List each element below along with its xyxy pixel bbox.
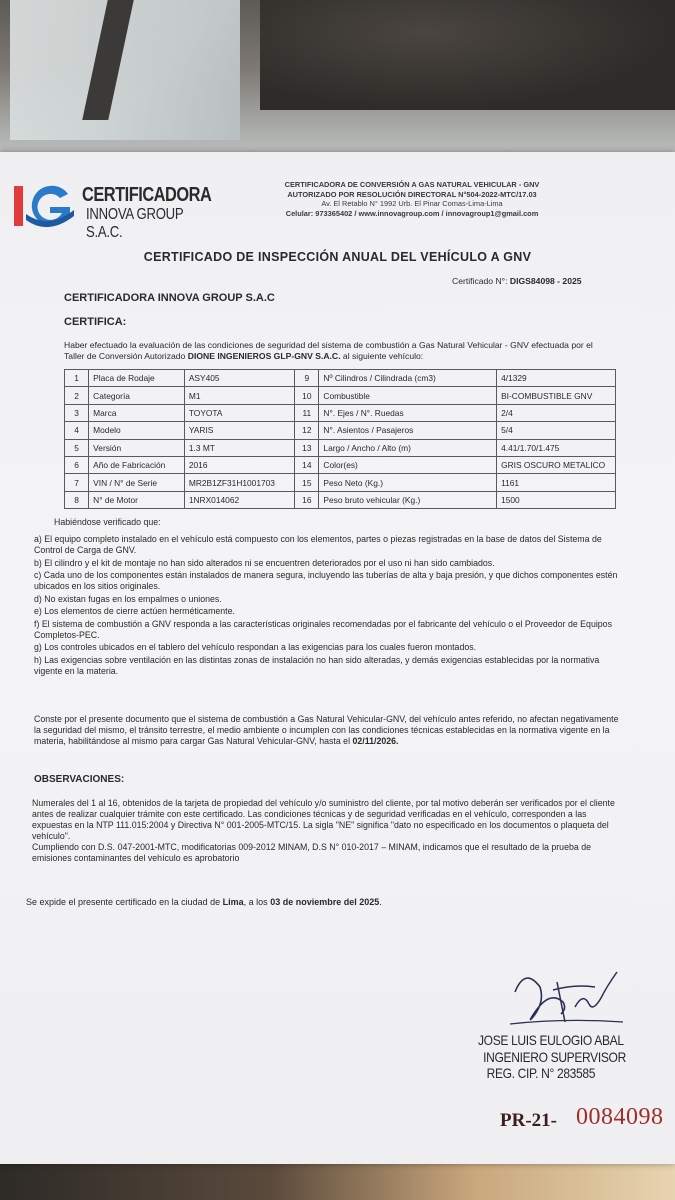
table-row	[65, 456, 616, 473]
signatory-block	[478, 1032, 641, 1082]
background-dark-object	[260, 0, 675, 110]
field-value: 1NRX014062	[184, 491, 294, 508]
field-value: M1	[184, 387, 294, 404]
background-bottom	[0, 1160, 675, 1200]
field-label: Año de Fabricación	[89, 456, 185, 473]
signatory-name: JOSE LUIS EULOGIO ABAL	[478, 1032, 624, 1048]
intro-workshop: DIONE INGENIEROS GLP-GNV S.A.C.	[187, 351, 341, 361]
signatory-registration: REG. CIP. N° 283585	[486, 1065, 596, 1081]
form-number: PR-21-	[500, 1110, 557, 1131]
field-value: 5/4	[497, 422, 616, 439]
row-number: 16	[295, 491, 319, 508]
row-number: 15	[295, 474, 319, 491]
row-number: 1	[65, 370, 89, 387]
intro-paragraph	[64, 340, 604, 362]
logo-subtitle: INNOVA GROUP S.A.C.	[86, 206, 184, 241]
header-info-line2: AUTORIZADO POR RESOLUCIÓN DIRECTORAL N°504-2022-MTC/17.03	[287, 189, 537, 199]
observations-title: OBSERVACIONES:	[34, 774, 125, 785]
verification-item: h) Las exigencias sobre ventilación en las distintas zonas de instalación no han sido alteradas, y demás exigencias establecidas por la normativa vigente en la materia.	[34, 654, 600, 676]
field-value: ASY405	[184, 370, 294, 387]
field-value: GRIS OSCURO METALICO	[497, 456, 616, 473]
verification-heading: Habiéndose verificado que:	[54, 517, 161, 527]
row-number: 13	[295, 439, 319, 456]
vehicle-table	[64, 369, 616, 509]
row-number: 4	[65, 422, 89, 439]
field-label: Marca	[89, 404, 185, 421]
field-label: Categoría	[89, 387, 185, 404]
certificate-number-value: DIGS84098 - 2025	[509, 276, 582, 286]
issue-text-start: Se expide el presente certificado en la ciudad de	[26, 897, 221, 907]
observations-text	[32, 798, 624, 864]
serial-number: 0084098	[576, 1104, 664, 1130]
field-label: N°. Ejes / N°. Ruedas	[319, 404, 497, 421]
issue-text-mid: , a los	[243, 897, 268, 907]
table-row	[65, 439, 616, 456]
table-row	[65, 387, 616, 404]
field-label: N°. Asientos / Pasajeros	[319, 422, 497, 439]
row-number: 8	[65, 491, 89, 508]
handwritten-signature	[505, 962, 625, 1042]
conste-text: Conste por el presente documento que el sistema de combustión a Gas Natural Vehicular-GNV, del vehículo antes referido, no afectan negativamente la seguridad del mismo, el tránsito terrestre, el medio ambiente o incumplen con las condiciones técnicas establecidas en la normativa vigente en la materia, habilitándose al mismo para cargar Gas Natural Vehicular-GNV, hasta el	[34, 714, 619, 746]
field-value: 1.3 MT	[184, 439, 294, 456]
field-label: Color(es)	[319, 456, 497, 473]
table-row	[65, 370, 616, 387]
field-value: BI-COMBUSTIBLE GNV	[497, 387, 616, 404]
field-label: Peso Neto (Kg.)	[319, 474, 497, 491]
intro-end: al siguiente vehículo:	[342, 351, 424, 361]
table-row	[65, 404, 616, 421]
field-value: MR2B1ZF31H1001703	[184, 474, 294, 491]
header-info-line3: Av. El Retablo N° 1992 Urb. El Pinar Comas-Lima-Lima	[321, 199, 503, 209]
table-row	[65, 474, 616, 491]
signatory-role: INGENIERO SUPERVISOR	[483, 1048, 626, 1065]
company-logo	[12, 180, 212, 241]
field-label: Versión	[89, 439, 185, 456]
conste-paragraph	[34, 714, 619, 747]
verification-item: c) Cada uno de los componentes están instalados de manera segura, incluyendo las tuberías de alta y baja presión, y que dichos componentes estén ubicados en los sitios originales.	[34, 570, 618, 591]
row-number: 11	[295, 404, 319, 421]
row-number: 9	[295, 370, 319, 387]
header-info-line4: Celular: 973365402 / www.innovagroup.com / innovagroup1@gmail.com	[285, 208, 539, 218]
field-value: 1161	[497, 474, 616, 491]
verification-item: a) El equipo completo instalado en el vehículo está compuesto con los elementos, partes o piezas registradas en la base de datos del Sistema de Control de Carga de GNV.	[34, 534, 602, 555]
row-number: 10	[295, 387, 319, 404]
row-number: 14	[295, 456, 319, 473]
verification-item: g) Los controles ubicados en el tablero del vehículo respondan a las exigencias para los cuales fueron montados.	[34, 642, 477, 652]
field-label: Nº Cilindros / Cilindrada (cm3)	[319, 370, 497, 387]
header-info-line1: CERTIFICADORA DE CONVERSIÓN A GAS NATURAL VEHICULAR - GNV	[284, 180, 540, 189]
issue-text-end: .	[379, 897, 382, 907]
field-value: 2016	[184, 456, 294, 473]
field-label: Peso bruto vehicular (Kg.)	[319, 491, 497, 508]
field-label: Modelo	[89, 422, 185, 439]
verification-item: b) El cilindro y el kit de montaje no han sido alterados ni se encuentren deteriorados por el uso ni han sido cambiados.	[34, 557, 495, 568]
row-number: 7	[65, 474, 89, 491]
issue-date: 03 de noviembre del 2025	[270, 897, 380, 907]
row-number: 2	[65, 387, 89, 404]
verification-item: e) Los elementos de cierre actúen herméticamente.	[34, 606, 235, 616]
issue-city: Lima	[222, 897, 244, 907]
field-label: Combustible	[319, 387, 497, 404]
field-value: 4.41/1.70/1.475	[497, 439, 616, 456]
field-value: 1500	[497, 491, 616, 508]
row-number: 3	[65, 404, 89, 421]
row-number: 12	[295, 422, 319, 439]
table-row	[65, 491, 616, 508]
row-number: 5	[65, 439, 89, 456]
field-label: Largo / Ancho / Alto (m)	[319, 439, 497, 456]
company-name: CERTIFICADORA INNOVA GROUP S.A.C	[64, 292, 275, 304]
certificate-paper	[0, 152, 675, 1164]
intro-text: Haber efectuado la evaluación de las condiciones de seguridad del sistema de combustión a Gas Natural Vehicular - GNV efectuada por el Taller de Conversión Autorizado	[64, 340, 593, 361]
field-label: N° de Motor	[89, 491, 185, 508]
field-value: TOYOTA	[184, 404, 294, 421]
header-info	[252, 180, 572, 218]
document-title: CERTIFICADO DE INSPECCIÓN ANUAL DEL VEHÍCULO A GNV	[143, 250, 532, 264]
field-label: VIN / N° de Serie	[89, 474, 185, 491]
issue-statement	[26, 897, 626, 908]
field-value: 4/1329	[497, 370, 616, 387]
table-row	[65, 422, 616, 439]
ig-logo-icon	[12, 180, 82, 230]
observations-paragraph-1: Numerales del 1 al 16, obtenidos de la tarjeta de propiedad del vehículo y/o suministro del cliente, por tal motivo deberán ser verificados por el cliente antes de realizar cualquier trámite con este certificado. Las condiciones técnicas y de seguridad verificadas en el vehículo, corresponden a las expuestas en la NTP 111.015:2004 y Directiva N° 001-2005-MTC/15. La sigla "NE" significa "dato no especificado en los documentos o plaqueta del vehículo".	[32, 798, 615, 841]
certifica-heading: CERTIFICA:	[64, 316, 127, 328]
certificate-number-label: Certificado N°:	[452, 276, 508, 286]
certificate-number	[452, 276, 582, 286]
observations-paragraph-2: Cumpliendo con D.S. 047-2001-MTC, modificatorias 009-2012 MINAM, D.S N° 010-2017 – MINAM, indicamos que el resultado de la prueba de emisiones contaminantes del vehículo es aprobatorio	[32, 842, 591, 863]
field-label: Placa de Rodaje	[89, 370, 185, 387]
logo-name: CERTIFICADORA	[82, 184, 212, 206]
valid-until-date: 02/11/2026.	[352, 736, 399, 746]
field-value: YARIS	[184, 422, 294, 439]
verification-list	[34, 534, 619, 678]
row-number: 6	[65, 456, 89, 473]
field-value: 2/4	[497, 404, 616, 421]
verification-item: f) El sistema de combustión a GNV responda a las características originales recomendadas por el fabricante del vehículo o el Proveedor de Equipos Completos-PEC.	[34, 618, 612, 640]
verification-item: d) No existan fugas en los empalmes o uniones.	[34, 593, 222, 604]
